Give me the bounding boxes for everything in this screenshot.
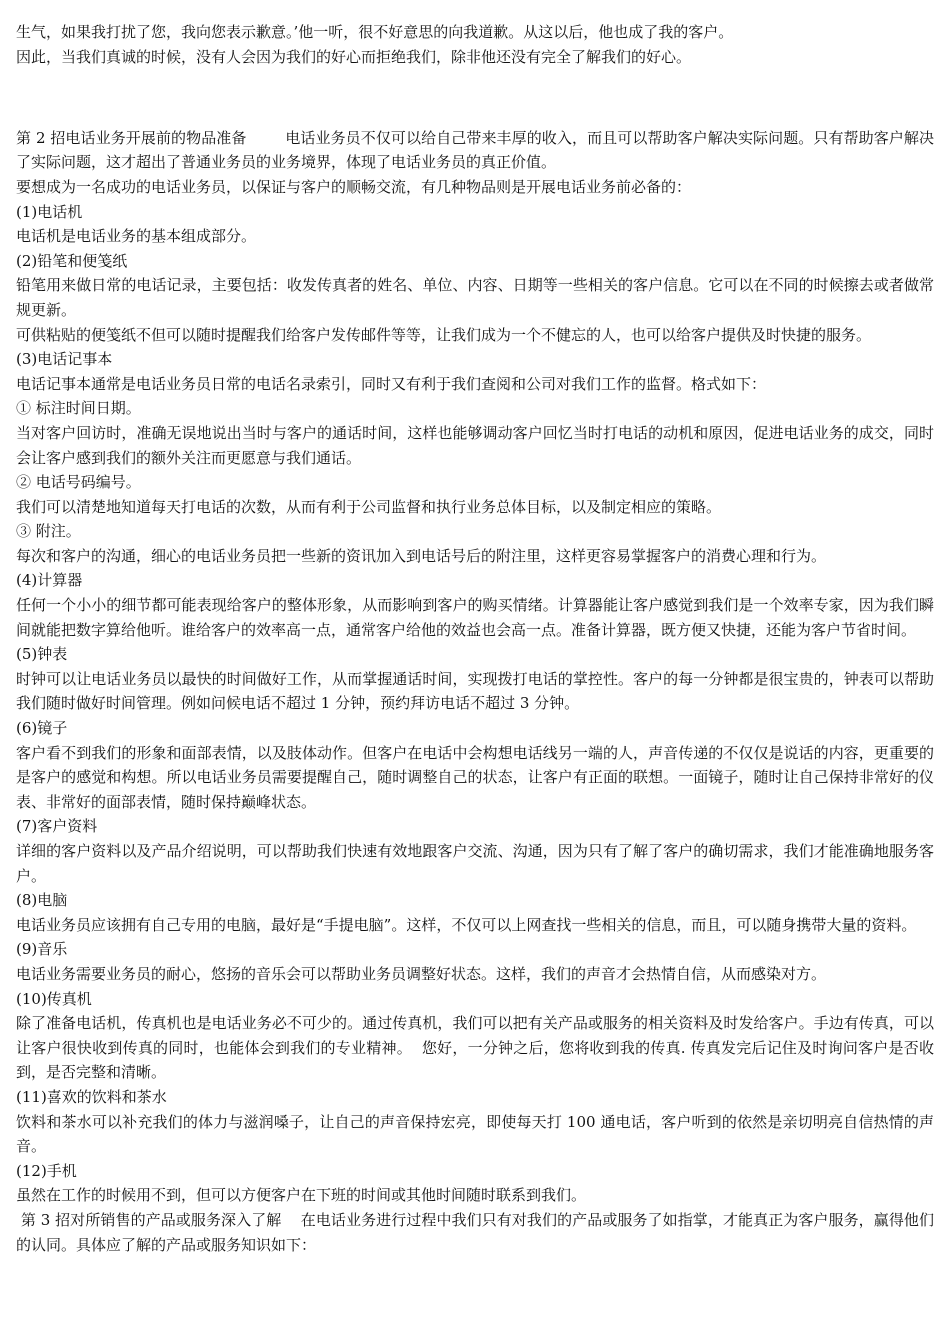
section-heading: (8)电脑 <box>16 891 68 910</box>
section-heading: ① 标注时间日期。 <box>16 399 141 418</box>
paragraph: 要想成为一名成功的电话业务员，以保证与客户的顺畅交流，有几种物品则是开展电话业务前必备的： <box>16 177 692 196</box>
paragraph: 电话业务需要业务员的耐心，悠扬的音乐会可以帮助业务员调整好状态。这样，我们的声音才会热情自信，从而感染对方。 <box>16 964 827 983</box>
paragraph: 第 3 招对所销售的产品或服务深入了解 在电话业务进行过程中我们只有对我们的产品或服务了如指掌，才能真正为客户服务，赢得他们的认同。具体应了解的产品或服务知识如下： <box>16 1210 934 1254</box>
paragraph: 当对客户回访时，准确无误地说出当时与客户的通话时间，这样也能够调动客户回忆当时打电话的动机和原因，促进电话业务的成交，同时会让客户感到我们的额外关注而更愿意与我们通话。 <box>16 423 934 467</box>
section-heading: (12)手机 <box>16 1161 77 1180</box>
paragraph: 虽然在工作的时候用不到，但可以方便客户在下班的时间或其他时间随时联系到我们。 <box>16 1186 587 1205</box>
section-heading: (9)音乐 <box>16 940 68 959</box>
paragraph: 每次和客户的沟通，细心的电话业务员把一些新的资讯加入到电话号后的附注里，这样更容易掌握客户的消费心理和行为。 <box>16 546 827 565</box>
section-heading: (4)计算器 <box>16 571 83 590</box>
section-heading: (10)传真机 <box>16 989 92 1008</box>
section-heading: ③ 附注。 <box>16 522 81 541</box>
paragraph: 电话机是电话业务的基本组成部分。 <box>16 227 257 246</box>
paragraph: 我们可以清楚地知道每天打电话的次数，从而有利于公司监督和执行业务总体目标，以及制定相应的策略。 <box>16 497 722 516</box>
section-heading: (1)电话机 <box>16 202 83 221</box>
section-heading: (7)客户资料 <box>16 817 98 836</box>
blank-line <box>16 85 934 110</box>
paragraph: 电话记事本通常是电话业务员日常的电话名录索引，同时又有利于我们查阅和公司对我们工作的监督。格式如下： <box>16 374 767 393</box>
document-page <box>16 20 934 1257</box>
paragraph: 客户看不到我们的形象和面部表情，以及肢体动作。但客户在电话中会构想电话线另一端的人，声音传递的不仅仅是说话的内容，更重要的是客户的感觉和构想。所以电话业务员需要提醒自己，随时调整自己的状态，让客户有正面的联想。一面镜子，随时让自己保持非常好的仪表、非常好的面部表情，随时保持巅峰状态。 <box>16 743 934 811</box>
paragraph: 时钟可以让电话业务员以最快的时间做好工作，从而掌握通话时间，实现拨打电话的掌控性。客户的每一分钟都是很宝贵的，钟表可以帮助我们随时做好时间管理。例如问候电话不超过 1 分钟，预约拜访电话不超过 3 分钟。 <box>16 669 934 713</box>
section-heading: (6)镜子 <box>16 719 68 738</box>
paragraph: 饮料和茶水可以补充我们的体力与滋润嗓子，让自己的声音保持宏亮，即使每天打 100 通电话，客户听到的依然是亲切明亮自信热情的声音。 <box>16 1112 934 1156</box>
paragraph: 因此，当我们真诚的时候，没有人会因为我们的好心而拒绝我们，除非他还没有完全了解我们的好心。 <box>16 47 692 66</box>
paragraph: 详细的客户资料以及产品介绍说明，可以帮助我们快速有效地跟客户交流、沟通，因为只有了解了客户的确切需求，我们才能准确地服务客户。 <box>16 842 934 885</box>
section-heading: ② 电话号码编号。 <box>16 473 141 492</box>
section-heading: (11)喜欢的饮料和茶水 <box>16 1087 167 1106</box>
paragraph: 第 2 招电话业务开展前的物品准备 电话业务员不仅可以给自己带来丰厚的收入，而且可以帮助客户解决实际问题。只有帮助客户解决了实际问题，这才超出了普通业务员的业务境界，体现了电话业务员的真正价值。 <box>16 128 934 172</box>
paragraph: 生气，如果我打扰了您，我向您表示歉意。’他一听，很不好意思的向我道歉。从这以后，他也成了我的客户。 <box>16 23 734 41</box>
paragraph: 铅笔用来做日常的电话记录，主要包括：收发传真者的姓名、单位、内容、日期等一些相关的客户信息。它可以在不同的时候擦去或者做常规更新。 <box>16 276 934 319</box>
section-heading: (5)钟表 <box>16 645 68 664</box>
section-heading: (2)铅笔和便笺纸 <box>16 251 128 270</box>
section-heading: (3)电话记事本 <box>16 350 113 369</box>
paragraph: 任何一个小小的细节都可能表现给客户的整体形象，从而影响到客户的购买情绪。计算器能让客户感觉到我们是一个效率专家，因为我们瞬间就能把数字算给他听。谁给客户的效率高一点，通常客户给他的效益也会高一点。准备计算器，既方便又快捷，还能为客户节省时间。 <box>16 596 934 639</box>
paragraph: 可供粘贴的便笺纸不但可以随时提醒我们给客户发传邮件等等，让我们成为一个不健忘的人，也可以给客户提供及时快捷的服务。 <box>16 325 872 344</box>
paragraph: 除了准备电话机，传真机也是电话业务必不可少的。通过传真机，我们可以把有关产品或服务的相关资料及时发给客户。手边有传真，可以让客户很快收到传真的同时，也能体会到我们的专业精神。 您好，一分钟之后，您将收到我的传真. 传真发完后记住及时询问客户是否收到，是否完整和清晰。 <box>16 1014 934 1082</box>
paragraph: 电话业务员应该拥有自己专用的电脑，最好是“手提电脑”。这样，不仅可以上网查找一些相关的信息，而且，可以随身携带大量的资料。 <box>16 915 917 934</box>
